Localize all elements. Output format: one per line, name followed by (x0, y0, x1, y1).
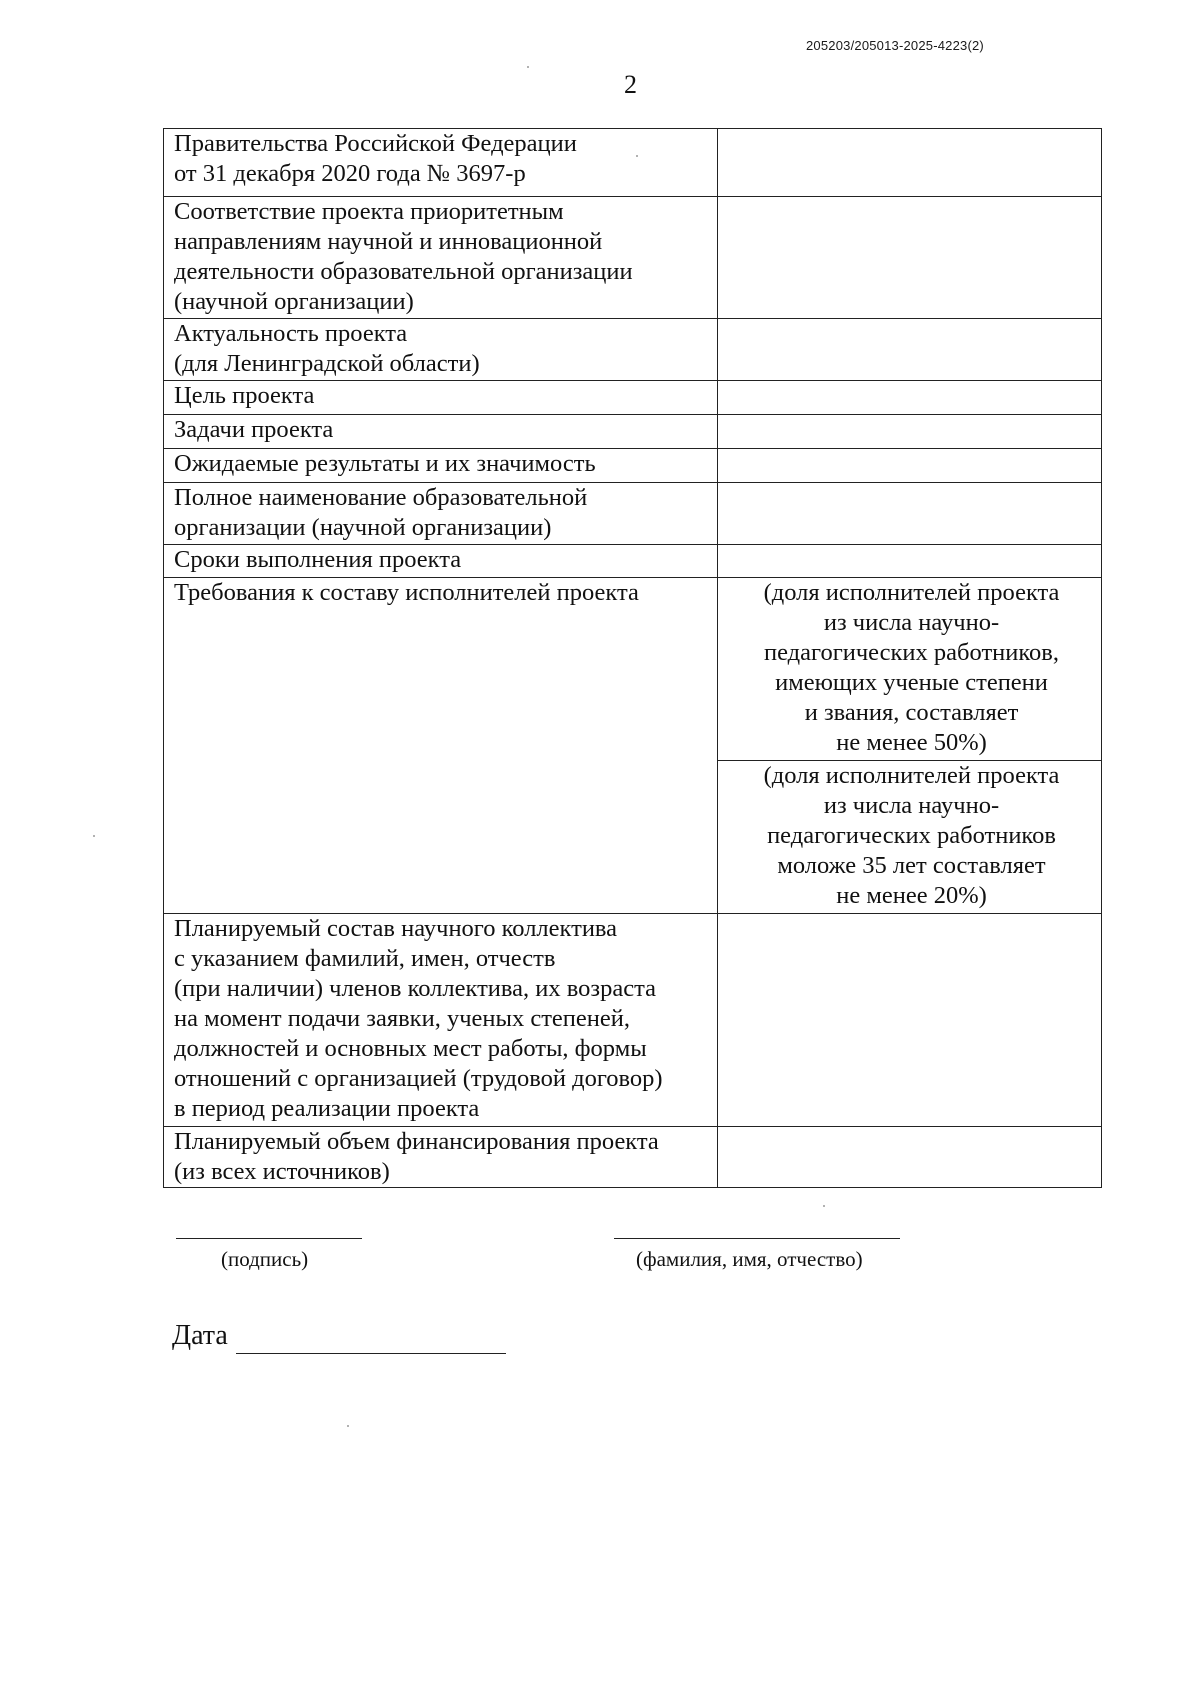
full-name-caption: (фамилия, имя, отчество) (636, 1247, 863, 1271)
scan-speck (823, 1205, 825, 1207)
row-label (164, 449, 718, 483)
note-line: и звания, составляет (804, 699, 1019, 726)
value-cell[interactable] (718, 1127, 1102, 1188)
label-line: от 31 декабря 2020 года № 3697-р (174, 160, 526, 187)
signature-caption: (подпись) (221, 1247, 309, 1271)
label-line: Правительства Российской Федерации (174, 130, 577, 157)
table-row (164, 483, 1102, 545)
row-label (164, 197, 718, 319)
full-name-line[interactable] (614, 1238, 900, 1239)
label-line: Соответствие проекта приоритетным (174, 198, 564, 225)
label-line: Задачи проекта (174, 416, 334, 443)
scan-speck (636, 155, 638, 157)
value-cell[interactable] (718, 319, 1102, 381)
application-form-table (163, 128, 1102, 1188)
note-line: имеющих ученые степени (775, 669, 1048, 696)
page-number: 2 (624, 70, 637, 99)
table-row (164, 914, 1102, 1127)
label-line: Цель проекта (174, 382, 315, 409)
note-line: (доля исполнителей проекта (763, 579, 1060, 606)
label-line: отношений с организацией (трудовой договор) (174, 1065, 663, 1092)
requirement-note-cell (718, 761, 1102, 914)
note-line: не менее 50%) (836, 729, 987, 756)
date-label: Дата (172, 1320, 228, 1351)
label-line: (при наличии) членов коллектива, их возраста (174, 975, 656, 1002)
label-line: Планируемый объем финансирования проекта (174, 1128, 659, 1155)
table-row (164, 197, 1102, 319)
row-label (164, 129, 718, 197)
table-row (164, 415, 1102, 449)
label-line: Планируемый состав научного коллектива (174, 915, 618, 942)
label-line: Требования к составу исполнителей проекта (174, 579, 639, 606)
label-line: деятельности образовательной организации (174, 258, 633, 285)
row-label (164, 381, 718, 415)
row-label (164, 545, 718, 578)
table-row (164, 129, 1102, 197)
note-line: педагогических работников (767, 822, 1056, 849)
table-row (164, 578, 1102, 761)
value-cell[interactable] (718, 381, 1102, 415)
row-label (164, 1127, 718, 1188)
table-row (164, 381, 1102, 415)
label-line: организации (научной организации) (174, 514, 552, 541)
value-cell[interactable] (718, 197, 1102, 319)
label-line: в период реализации проекта (174, 1095, 480, 1122)
label-line: (из всех источников) (174, 1158, 390, 1185)
value-cell[interactable] (718, 545, 1102, 578)
value-cell[interactable] (718, 415, 1102, 449)
signature-line[interactable] (176, 1238, 362, 1239)
label-line: с указанием фамилий, имен, отчеств (174, 945, 556, 972)
row-label (164, 914, 718, 1127)
document-id: 205203/205013-2025-4223(2) (806, 38, 984, 53)
label-line: направлениям научной и инновационной (174, 228, 603, 255)
requirement-note-cell (718, 578, 1102, 761)
table-row (164, 449, 1102, 483)
note-line: моложе 35 лет составляет (777, 852, 1046, 879)
label-line: Актуальность проекта (174, 320, 408, 347)
label-line: Сроки выполнения проекта (174, 546, 462, 573)
note-line: из числа научно- (823, 609, 1000, 636)
label-line: Ожидаемые результаты и их значимость (174, 450, 596, 477)
note-line: (доля исполнителей проекта (763, 762, 1060, 789)
value-cell[interactable] (718, 129, 1102, 197)
table-row (164, 319, 1102, 381)
note-line: не менее 20%) (836, 882, 987, 909)
label-line: на момент подачи заявки, ученых степеней, (174, 1005, 631, 1032)
scan-speck (93, 835, 95, 837)
date-line[interactable] (236, 1353, 506, 1354)
value-cell[interactable] (718, 449, 1102, 483)
label-line: Полное наименование образовательной (174, 484, 588, 511)
table-row (164, 1127, 1102, 1188)
label-line: должностей и основных мест работы, формы (174, 1035, 647, 1062)
label-line: (научной организации) (174, 288, 414, 315)
value-cell[interactable] (718, 914, 1102, 1127)
row-label (164, 319, 718, 381)
row-label (164, 483, 718, 545)
note-line: из числа научно- (823, 792, 1000, 819)
note-line: педагогических работников, (764, 639, 1059, 666)
row-label (164, 578, 718, 914)
value-cell[interactable] (718, 483, 1102, 545)
scan-speck (527, 66, 529, 68)
scan-speck (347, 1425, 349, 1427)
label-line: (для Ленинградской области) (174, 350, 480, 377)
table-row (164, 545, 1102, 578)
row-label (164, 415, 718, 449)
